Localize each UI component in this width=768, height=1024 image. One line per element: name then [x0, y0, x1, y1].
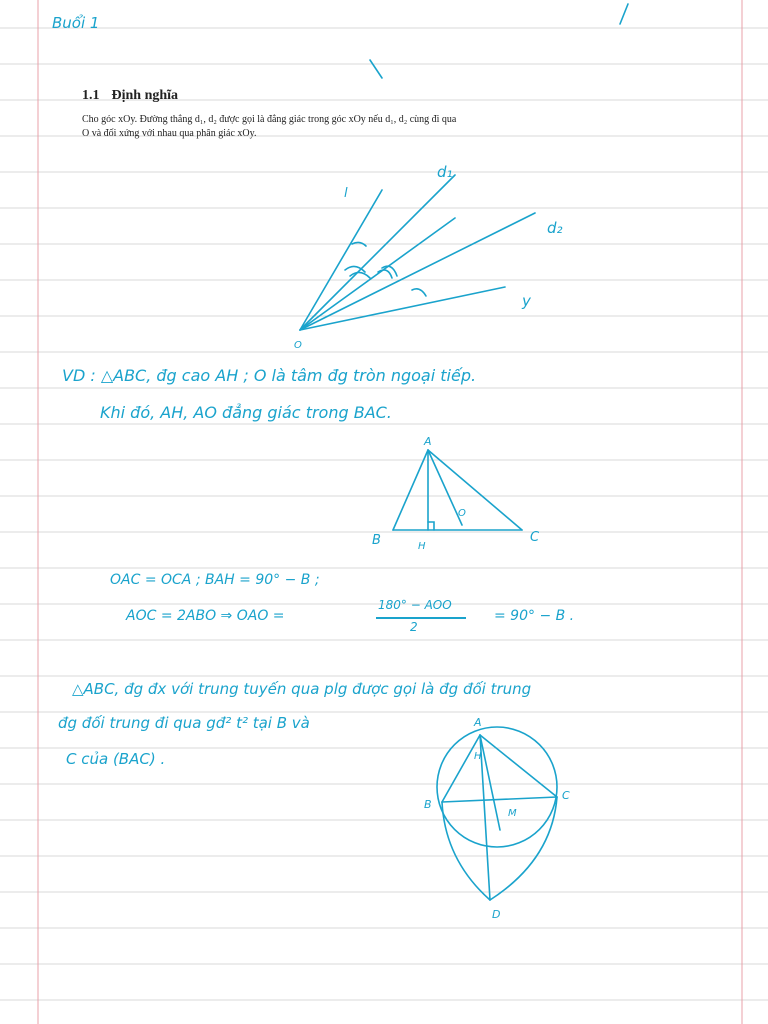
symmedian-line: đg đối trung đi qua gđ² t² tại B và [58, 714, 310, 732]
fraction-denominator: 2 [410, 620, 418, 634]
label-D: D [492, 908, 501, 921]
section-heading [82, 88, 190, 104]
symmedian-line: C của (BAC) . [66, 750, 166, 768]
label-d2: d₂ [547, 219, 563, 237]
label-A: A [474, 716, 482, 729]
label-H: H [474, 751, 482, 762]
label-A: A [424, 435, 432, 448]
definition-text [82, 113, 552, 141]
definition-line: Cho góc xOy. Đường thẳng d₁, d₂ được gọi là đẳng giác trong góc xOy nếu d₁, d₂ cùng đi qua [82, 114, 457, 125]
label-y: y [522, 292, 531, 310]
label-d1: d₁ [437, 163, 453, 181]
equation-line: OAC = OCA ; BAH = 90° − B ; [110, 572, 320, 588]
label-B: B [372, 533, 381, 548]
label-o: O [294, 340, 302, 351]
example-line: VD : △ABC, đg cao AH ; O là tâm đg tròn ngoại tiếp. [62, 366, 477, 385]
symmedian-circle-figure [437, 727, 557, 900]
lesson-title: Buổi 1 [52, 14, 100, 32]
isogonal-angle-figure [300, 175, 535, 330]
equation-rhs: = 90° − B . [494, 608, 575, 624]
equation-line: AOC = 2ABO ⇒ OAO = [126, 608, 285, 624]
label-C: C [562, 789, 570, 802]
symmedian-line: △ABC, đg đx với trung tuyến qua plg được gọi là đg đối trung [72, 680, 532, 698]
section-title: Định nghĩa [111, 88, 179, 103]
fraction-bar [376, 617, 466, 619]
pen-stroke [620, 4, 628, 24]
label-M: M [508, 808, 517, 819]
label-H: H [418, 541, 426, 552]
section-number: 1.1 [82, 88, 100, 103]
label-C: C [530, 530, 540, 545]
ruled-lines [0, 28, 768, 1000]
example-line: Khi đó, AH, AO đẳng giác trong BAC. [100, 403, 392, 422]
pen-stroke [370, 60, 382, 78]
label-l: l [344, 186, 348, 201]
fraction-numerator: 180° − AOO [378, 598, 452, 612]
definition-line: O và đối xứng với nhau qua phân giác xOy. [82, 128, 257, 139]
label-O: O [458, 508, 466, 519]
label-B: B [424, 798, 432, 811]
